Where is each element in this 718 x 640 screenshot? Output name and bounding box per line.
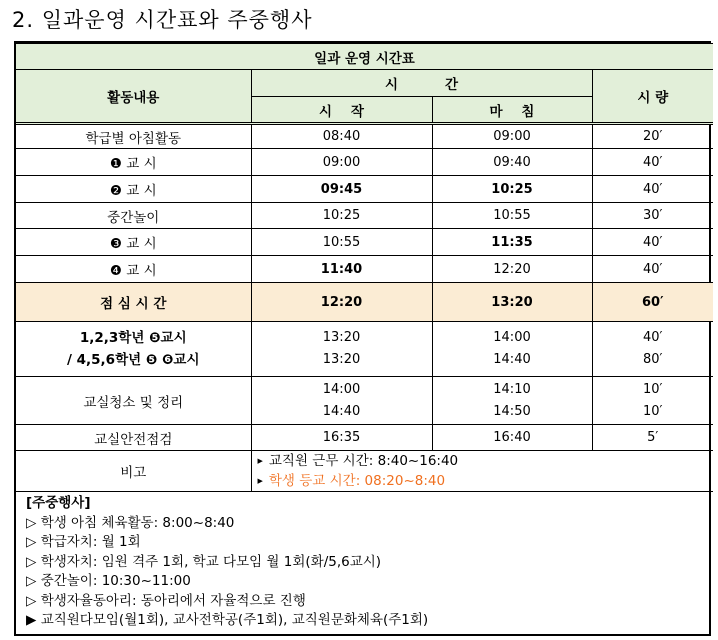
start-cell: 13:20 xyxy=(322,330,361,345)
bullet-icon: ▷ xyxy=(26,592,37,609)
duration-cell: 20′ xyxy=(592,124,713,149)
activity-cell: ❹ 교 시 xyxy=(16,256,251,283)
table-row xyxy=(16,124,713,149)
table-row xyxy=(16,229,713,256)
start-cell: 08:40 xyxy=(251,124,432,149)
notes-label: 비고 xyxy=(16,451,251,492)
bullet-icon: ▷ xyxy=(26,534,37,550)
activity-cell: 점 심 시 간 xyxy=(16,283,251,322)
end-cell: 10:55 xyxy=(432,203,592,229)
table-caption: 일과 운영 시간표 xyxy=(16,44,713,70)
bullet-icon: ▷ xyxy=(26,573,37,589)
end-cell: 14:40 xyxy=(493,352,531,367)
event-item xyxy=(26,572,709,592)
event-item xyxy=(26,533,709,553)
activity-cell: ❷ 교 시 xyxy=(16,176,251,203)
event-text: 학생자율동아리: 동아리에서 자율적으로 진행 xyxy=(40,592,306,609)
triangle-bullet-icon: ▶ xyxy=(257,457,263,465)
start-cell: 09:00 xyxy=(251,149,432,176)
note-item: ▶ 교직원 근무 시간: 8:40~16:40 xyxy=(257,453,459,469)
duration-cell: 40′ xyxy=(592,256,713,283)
event-text: 교직원다모임(월1회), 교사전학공(주1회), 교직원문화체육(주1회) xyxy=(40,612,429,628)
end-cell: 14:10 xyxy=(493,381,531,397)
header-time: 시 간 xyxy=(251,70,592,97)
duration-cell: 10′ xyxy=(643,403,663,419)
bullet-icon: ▷ xyxy=(26,553,37,570)
duration-cell: 40′ xyxy=(592,229,713,256)
duration-cell: 5′ xyxy=(592,425,713,451)
schedule-document xyxy=(14,41,711,636)
event-text: 학급자치: 월 1회 xyxy=(40,534,141,550)
header-activity: 활동내용 xyxy=(16,70,251,124)
start-cell: 10:25 xyxy=(251,203,432,229)
weekly-events-heading: [주중행사] xyxy=(26,495,91,511)
note-item-highlight: ▶ 학생 등교 시간: 08:20~8:40 xyxy=(257,473,446,489)
end-cell: 14:00 xyxy=(493,330,531,345)
event-item xyxy=(26,611,709,631)
duration-cell: 40′ xyxy=(643,330,663,345)
event-item xyxy=(26,553,709,573)
activity-cell: ❸ 교 시 xyxy=(16,229,251,256)
activity-line: 1,2,3학년 ❺교시 xyxy=(79,330,187,346)
end-cell: 13:20 xyxy=(432,283,592,322)
event-item xyxy=(26,514,709,534)
end-cell: 14:50 xyxy=(493,403,531,419)
table-row xyxy=(16,203,713,229)
header-start: 시 작 xyxy=(251,97,432,124)
bullet-icon: ▷ xyxy=(26,514,37,531)
duration-cell: 80′ xyxy=(643,352,663,367)
table-row xyxy=(16,176,713,203)
activity-cell: 교실안전점검 xyxy=(16,425,251,451)
header-end: 마 침 xyxy=(432,97,592,124)
daily-schedule-table xyxy=(16,43,713,492)
bullet-icon: ▶ xyxy=(26,612,37,628)
duration-cell: 40′ xyxy=(592,176,713,203)
triangle-bullet-icon: ▶ xyxy=(257,477,263,485)
end-cell: 10:25 xyxy=(432,176,592,203)
end-cell: 09:00 xyxy=(432,124,592,149)
start-cell: 11:40 xyxy=(251,256,432,283)
table-row xyxy=(16,256,713,283)
event-item xyxy=(26,592,709,612)
end-cell: 12:20 xyxy=(432,256,592,283)
activity-cell: ❶ 교 시 xyxy=(16,149,251,176)
end-cell: 09:40 xyxy=(432,149,592,176)
duration-cell: 10′ xyxy=(643,381,663,397)
table-row-lunch xyxy=(16,283,713,322)
table-row-notes xyxy=(16,451,713,492)
weekly-events xyxy=(16,492,709,631)
end-cell: 16:40 xyxy=(432,425,592,451)
table-row-cleaning xyxy=(16,377,713,425)
duration-cell: 30′ xyxy=(592,203,713,229)
table-row xyxy=(16,149,713,176)
activity-cell: 학급별 아침활동 xyxy=(16,124,251,149)
start-cell: 14:00 xyxy=(322,381,361,397)
table-row-safety xyxy=(16,425,713,451)
page-title: 2. 일과운영 시간표와 주중행사 xyxy=(12,8,313,32)
activity-cell: 교실청소 및 정리 xyxy=(16,377,251,425)
event-text: 학생자치: 임원 격주 1회, 학교 다모임 월 1회(화/5,6교시) xyxy=(40,553,382,570)
start-cell: 09:45 xyxy=(251,176,432,203)
duration-cell: 60′ xyxy=(592,283,713,322)
start-cell: 10:55 xyxy=(251,229,432,256)
header-duration: 시 량 xyxy=(592,70,713,124)
start-cell: 12:20 xyxy=(251,283,432,322)
table-row-afternoon xyxy=(16,322,713,377)
end-cell: 11:35 xyxy=(432,229,592,256)
start-cell: 14:40 xyxy=(322,403,361,419)
activity-cell: 중간놀이 xyxy=(16,203,251,229)
activity-line: / 4,5,6학년 ❺ ❻교시 xyxy=(67,352,200,368)
start-cell: 16:35 xyxy=(251,425,432,451)
event-text: 중간놀이: 10:30~11:00 xyxy=(40,573,191,589)
duration-cell: 40′ xyxy=(592,149,713,176)
event-text: 학생 아침 체육활동: 8:00~8:40 xyxy=(40,514,235,531)
start-cell: 13:20 xyxy=(322,352,361,367)
